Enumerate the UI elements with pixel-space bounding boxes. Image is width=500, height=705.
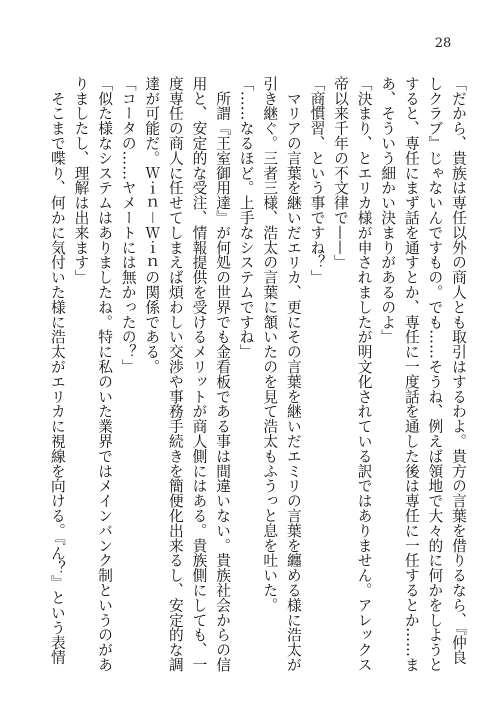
text-line: 達が可能だ。Ｗｉｎ－Ｗｉｎの関係である。: [143, 76, 161, 374]
text-line: 「決まり、とエリカ様が申されましたが明文化されている訳ではありません。アレックス: [355, 76, 373, 672]
page-number: 28: [434, 36, 452, 51]
text-line: 「似た様なシステムはありましたね。特に私のいた業界ではメインバンク制というのがあ: [96, 76, 114, 672]
text-line: 帝以来千年の不文律で——」: [332, 76, 350, 270]
novel-body-text: [45, 76, 470, 676]
text-line: 「コータの……ヤメートには無かったの？」: [119, 76, 137, 374]
text-line: 引き継ぐ。三者三様、浩太の言葉に頷いたのを見て浩太もふうっと息を吐いた。: [261, 76, 279, 613]
text-line: 「……なるほど。上手なシステムですね」: [237, 76, 255, 360]
text-line: りましたし、理解は出来ます」: [72, 76, 90, 285]
text-line: しクラブ』じゃないんですもの。でも……そうね、例えば領地で大々的に何かをしようと: [426, 76, 444, 672]
text-line: 「商慣習、という事ですね？」: [308, 76, 326, 285]
text-line: 所謂『王室御用達』が何処の世界でも金看板である事は間違いない。貴族社会からの信: [214, 76, 232, 672]
text-line: すると、専任にまず話を通すとか、専任に一度話を通した後は専任に一任するとか……ま: [402, 76, 420, 672]
text-line: 用と、安定的な受注、情報提供を受けるメリットが商人側にはある。貴族側にしても、一: [190, 76, 208, 672]
text-line: マリアの言葉を継いだエリカ、更にその言葉を継いだエミリの言葉を纏める様に浩太が: [284, 76, 302, 672]
text-line: 「だから、貴族は専任以外の商人とも取引はするわよ。貴方の言葉を借りるなら、『仲良: [450, 76, 467, 665]
text-line: あ、そういう細かい決まりがあるのよ」: [379, 76, 397, 345]
text-line: そこまで喋り、何かに気付いた様に浩太がエリカに視線を向ける。『ん？』という表情: [48, 76, 66, 665]
text-line: 度専任の商人に任せてしまえば煩わしい交渉や事務手続きを簡便化出来るし、安定的な調: [166, 76, 184, 672]
